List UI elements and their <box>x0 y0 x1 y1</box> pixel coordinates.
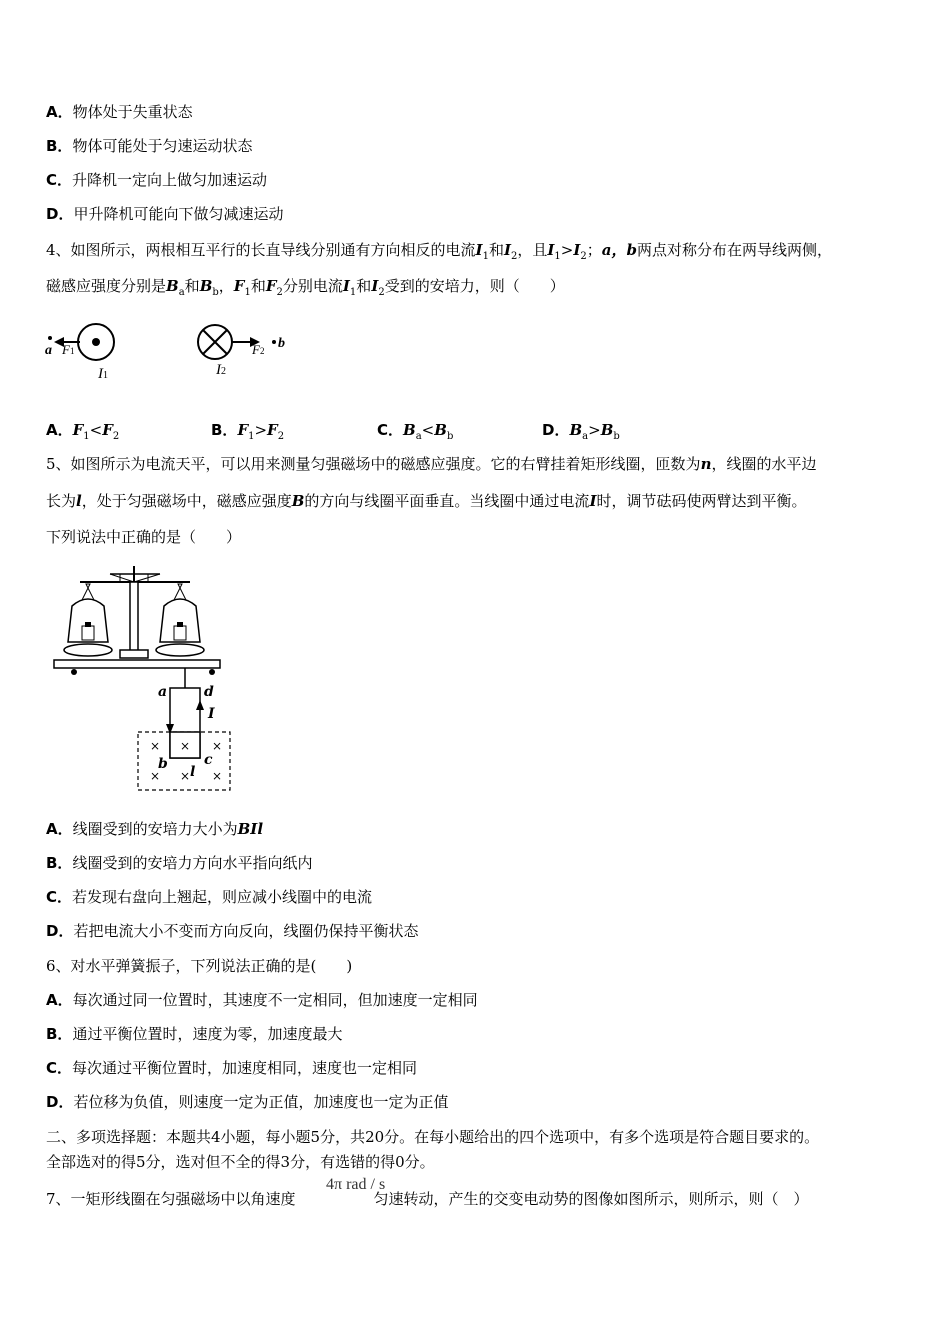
svg-text:×: × <box>212 769 223 783</box>
svg-text:×: × <box>212 739 223 753</box>
q4-option-b: B．$F_1>F_2$ <box>211 421 285 442</box>
q5-stem-line1: 5、如图所示为电流天平，可以用来测量匀强磁场中的磁感应强度。它的右臂挂着矩形线圈，匝数为n，线圈的水平边 <box>46 455 817 473</box>
current-balance-figure <box>50 562 240 797</box>
q5-stem-line3: 下列说法中正确的是（ ） <box>46 528 242 546</box>
q4-option-a: A．$F_1<F_2$ <box>46 421 120 442</box>
section2-line1: 二、多项选择题：本题共4小题，每小题5分，共20分。在每小题给出的四个选项中，有多个选项是符合题目要求的。 <box>46 1128 820 1146</box>
label-I2: I2 <box>216 362 226 378</box>
svg-text:I: I <box>208 706 215 722</box>
q6-option-a: A．每次通过同一位置时，其速度不一定相同，但加速度一定相同 <box>46 991 478 1009</box>
q3-option-c: C．升降机一定向上做匀加速运动 <box>46 171 268 189</box>
q6-option-b: B．通过平衡位置时，速度为零，加速度最大 <box>46 1025 343 1043</box>
svg-text:l: l <box>190 764 196 780</box>
q3-option-b: B．物体可能处于匀速运动状态 <box>46 137 253 155</box>
q4-wires-figure <box>40 312 310 387</box>
svg-text:×: × <box>150 769 161 783</box>
q5-option-b: B．线圈受到的安培力方向水平指向纸内 <box>46 854 313 872</box>
q6-stem: 6、对水平弹簧振子，下列说法正确的是( ) <box>46 957 353 975</box>
q7-omega-formula: 4π rad / s <box>326 1176 386 1193</box>
svg-text:c: c <box>204 752 213 768</box>
svg-text:×: × <box>180 739 191 753</box>
q3-option-a: A．物体处于失重状态 <box>46 103 193 121</box>
q5-stem-line2: 长为l，处于匀强磁场中，磁感应强度B的方向与线圈平面垂直。当线圈中通过电流I时，调节砝码使两臂达到平衡。 <box>46 492 807 510</box>
svg-text:×: × <box>150 739 161 753</box>
label-F2: F2 <box>252 342 265 357</box>
q7-stem: 7、一矩形线圈在匀强磁场中以角速度 匀速转动，产生的交变电动势的图像如图所示，则所示，则（ ） <box>46 1190 809 1208</box>
q4-stem-line2: 磁感应强度分别是$B_a$和$B_b$，$F_1$和$F_2$分别电流$I_1$和$I_2$受到的安培力，则（ ） <box>46 277 565 298</box>
label-a: a <box>45 343 52 358</box>
svg-text:×: × <box>180 769 191 783</box>
svg-text:b: b <box>158 756 168 772</box>
q6-option-d: D．若位移为负值，则速度一定为正值，加速度也一定为正值 <box>46 1093 449 1111</box>
q4-stem-line1: 4、如图所示，两根相互平行的长直导线分别通有方向相反的电流$I_1$和$I_2$，且$I_1>I_2$；a，b两点对称分布在两导线两侧， <box>46 241 833 262</box>
label-F1: F1 <box>62 342 75 357</box>
svg-text:a: a <box>158 684 168 700</box>
q5-option-a: A．线圈受到的安培力大小为BIl <box>46 820 264 838</box>
section2-line2: 全部选对的得5分，选对但不全的得3分，有选错的得0分。 <box>46 1153 435 1171</box>
q5-option-d: D．若把电流大小不变而方向反向，线圈仍保持平衡状态 <box>46 922 419 940</box>
q6-option-c: C．每次通过平衡位置时，加速度相同，速度也一定相同 <box>46 1059 418 1077</box>
label-b: b <box>278 336 285 351</box>
q4-option-d: D．$B_a>B_b$ <box>542 421 620 442</box>
svg-text:d: d <box>204 684 214 700</box>
q5-option-c: C．若发现右盘向上翘起，则应减小线圈中的电流 <box>46 888 373 906</box>
q4-option-c: C．$B_a<B_b$ <box>377 421 454 442</box>
label-I1: I1 <box>98 366 108 382</box>
q3-option-d: D．甲升降机可能向下做匀减速运动 <box>46 205 284 223</box>
